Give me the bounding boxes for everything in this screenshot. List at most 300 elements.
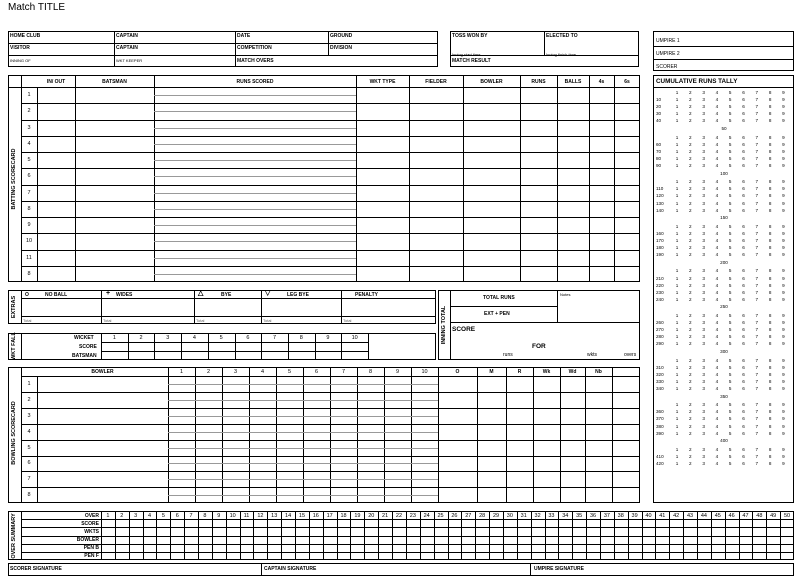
tally-digit: 6 bbox=[742, 282, 745, 288]
over-summary-over-number: 18 bbox=[340, 512, 347, 519]
tally-digit: 7 bbox=[755, 245, 759, 251]
division-label: DIVISION bbox=[330, 45, 352, 51]
tally-digit: 5 bbox=[728, 230, 732, 236]
tally-digit: 6 bbox=[742, 313, 745, 318]
tally-digit: 9 bbox=[782, 104, 785, 110]
umpire-signature-label: UMPIRE SIGNATURE bbox=[534, 566, 584, 572]
over-summary-over-number: 27 bbox=[465, 512, 472, 519]
tally-digit: 5 bbox=[728, 409, 732, 415]
bye-symbol: △ bbox=[198, 290, 204, 297]
tally-digit: 8 bbox=[768, 289, 772, 295]
tally-digit: 3 bbox=[702, 371, 705, 377]
tally-digit: 4 bbox=[715, 97, 719, 103]
wicket-number: 7 bbox=[273, 335, 277, 341]
tally-digit: 1 bbox=[675, 179, 679, 185]
signature-box bbox=[8, 563, 794, 576]
tally-digit: 1 bbox=[675, 97, 679, 103]
bowling-over-number: 1 bbox=[179, 369, 184, 375]
tally-digit: 4 bbox=[715, 252, 719, 258]
tally-digit: 2 bbox=[689, 268, 692, 274]
tally-digit: 8 bbox=[768, 118, 772, 124]
batting-row-number: 10 bbox=[25, 238, 33, 245]
tally-digit: 8 bbox=[768, 423, 772, 429]
tally-digit: 7 bbox=[755, 207, 759, 213]
bowling-row-number: 5 bbox=[27, 444, 31, 451]
tally-digit: 5 bbox=[728, 378, 732, 384]
tally-digit: 4 bbox=[715, 207, 719, 213]
tally-tens-label: 420 bbox=[656, 461, 664, 466]
over-summary-over-number: 5 bbox=[161, 512, 165, 519]
over-summary-over-number: 11 bbox=[243, 512, 250, 519]
tally-digit: 7 bbox=[755, 90, 759, 95]
over-summary-over-number: 7 bbox=[189, 512, 193, 519]
tally-digit: 9 bbox=[782, 386, 785, 391]
tally-digit: 2 bbox=[689, 282, 692, 288]
bowling-row-number: 4 bbox=[27, 428, 31, 435]
tally-digit: 1 bbox=[675, 371, 679, 377]
tally-digit: 8 bbox=[768, 148, 772, 154]
tally-digit: 9 bbox=[782, 97, 785, 103]
tally-digit: 2 bbox=[689, 118, 692, 124]
tally-digit: 8 bbox=[768, 320, 772, 326]
over-summary-over-number: 16 bbox=[312, 512, 319, 519]
tally-digit: 1 bbox=[675, 282, 679, 288]
tally-digit: 4 bbox=[715, 118, 719, 124]
tally-digit: 7 bbox=[755, 223, 759, 229]
tally-digit: 7 bbox=[755, 430, 759, 436]
over-summary-over-number: 45 bbox=[714, 512, 721, 519]
tally-digit: 8 bbox=[768, 364, 772, 370]
tally-digit: 6 bbox=[742, 223, 745, 229]
over-summary-over-number: 28 bbox=[479, 512, 486, 519]
tally-digit: 4 bbox=[715, 230, 719, 236]
tally-digit: 6 bbox=[742, 179, 745, 185]
tally-digit: 5 bbox=[728, 223, 732, 229]
tally-digit: 5 bbox=[728, 97, 732, 103]
tally-digit: 5 bbox=[728, 245, 732, 251]
bowling-scorecard bbox=[8, 367, 640, 503]
tally-digit: 9 bbox=[782, 341, 785, 347]
over-summary-over-number: 30 bbox=[506, 512, 513, 519]
wicket-number: 9 bbox=[326, 335, 330, 341]
tally-digit: 3 bbox=[702, 327, 705, 333]
tally-tens-label: 90 bbox=[656, 163, 662, 168]
tally-digit: 2 bbox=[689, 275, 692, 281]
tally-digit: 6 bbox=[742, 402, 745, 408]
tally-milestone: 250 bbox=[720, 304, 728, 310]
tally-digit: 4 bbox=[715, 327, 719, 333]
tally-digit: 9 bbox=[782, 430, 785, 436]
tally-tens-label: 260 bbox=[656, 320, 664, 326]
over-summary-row-label: SCORE bbox=[81, 520, 99, 527]
tally-digit: 6 bbox=[742, 357, 745, 363]
col-bowler: BOWLER bbox=[480, 79, 503, 85]
tally-tens-label: 210 bbox=[656, 275, 664, 281]
tally-digit: 3 bbox=[702, 179, 705, 185]
tally-digit: 5 bbox=[728, 320, 732, 326]
batting-section-label: BATTING SCORECARD bbox=[11, 148, 17, 210]
tally-digit: 2 bbox=[689, 200, 692, 206]
notes-label: Notes bbox=[560, 292, 571, 297]
tally-digit: 7 bbox=[755, 163, 759, 168]
col-runs: RUNS bbox=[531, 79, 546, 85]
tally-digit: 8 bbox=[768, 386, 772, 391]
tally-digit: 5 bbox=[728, 275, 732, 281]
tally-digit: 5 bbox=[728, 423, 732, 429]
bowling-stat-header: O bbox=[455, 369, 460, 375]
tally-digit: 4 bbox=[715, 402, 719, 408]
tally-digit: 9 bbox=[782, 207, 785, 213]
tally-digit: 7 bbox=[755, 134, 759, 140]
tally-digit: 6 bbox=[742, 430, 745, 436]
tally-digit: 5 bbox=[728, 207, 732, 213]
bowling-row-number: 3 bbox=[27, 412, 31, 419]
tally-digit: 9 bbox=[782, 223, 785, 229]
tally-digit: 8 bbox=[768, 207, 772, 213]
tally-digit: 8 bbox=[768, 275, 772, 281]
tally-digit: 2 bbox=[689, 230, 692, 236]
tally-digit: 1 bbox=[675, 313, 679, 318]
col-balls: BALLS bbox=[564, 79, 582, 85]
tally-digit: 5 bbox=[728, 453, 732, 459]
tally-digit: 2 bbox=[689, 341, 692, 347]
tally-digit: 6 bbox=[742, 320, 745, 326]
tally-digit: 7 bbox=[755, 155, 759, 161]
tally-digit: 9 bbox=[782, 409, 785, 415]
tally-digit: 2 bbox=[689, 386, 692, 391]
tally-digit: 2 bbox=[689, 364, 692, 370]
tally-digit: 1 bbox=[675, 461, 679, 466]
tally-digit: 5 bbox=[728, 268, 732, 274]
over-summary-row-label: OVER bbox=[84, 512, 99, 519]
bowling-row-number: 7 bbox=[27, 476, 31, 483]
over-summary-over-number: 43 bbox=[686, 512, 694, 519]
tally-digit: 7 bbox=[755, 453, 759, 459]
over-summary-over-number: 47 bbox=[742, 512, 749, 519]
tally-tens-label: 40 bbox=[656, 118, 662, 124]
tally-digit: 1 bbox=[675, 193, 679, 199]
tally-digit: 6 bbox=[742, 423, 745, 429]
over-summary-over-number: 38 bbox=[617, 512, 624, 519]
over-summary-over-number: 12 bbox=[257, 512, 264, 519]
tally-digit: 9 bbox=[782, 364, 785, 370]
over-summary-over-number: 34 bbox=[562, 512, 569, 519]
tally-digit: 6 bbox=[742, 461, 745, 466]
over-summary-over-number: 22 bbox=[395, 512, 403, 519]
tally-digit: 9 bbox=[782, 252, 785, 258]
tally-digit: 9 bbox=[782, 230, 785, 236]
tally-tens-label: 80 bbox=[656, 155, 662, 161]
wicket-row-label: WICKET bbox=[74, 335, 94, 341]
over-summary-over-number: 49 bbox=[770, 512, 777, 519]
tally-digit: 6 bbox=[742, 207, 745, 213]
over-summary-over-number: 21 bbox=[382, 512, 389, 519]
tally-digit: 4 bbox=[715, 461, 719, 466]
tally-digit: 4 bbox=[715, 296, 719, 302]
tally-digit: 6 bbox=[742, 409, 745, 415]
batting-row-number: 1 bbox=[27, 92, 31, 99]
tally-digit: 7 bbox=[755, 268, 759, 274]
tally-tens-label: 340 bbox=[656, 386, 664, 391]
tally-digit: 4 bbox=[715, 289, 719, 295]
tally-digit: 4 bbox=[715, 90, 719, 95]
tally-digit: 2 bbox=[689, 193, 692, 199]
tally-digit: 4 bbox=[715, 416, 719, 422]
tally-digit: 4 bbox=[715, 155, 719, 161]
tally-digit: 8 bbox=[768, 446, 772, 452]
tally-digit: 8 bbox=[768, 104, 772, 110]
tally-digit: 3 bbox=[702, 446, 705, 452]
tally-digit: 1 bbox=[675, 118, 679, 124]
bowling-row-number: 1 bbox=[27, 380, 31, 387]
no-ball-symbol: O bbox=[25, 292, 29, 298]
over-summary-over-number: 2 bbox=[120, 512, 124, 519]
tally-digit: 7 bbox=[755, 141, 759, 147]
tally-digit: 7 bbox=[755, 252, 759, 258]
over-summary-over-number: 15 bbox=[298, 512, 306, 519]
tally-digit: 4 bbox=[715, 446, 719, 452]
tally-digit: 8 bbox=[768, 268, 772, 274]
tally-digit: 6 bbox=[742, 111, 745, 117]
tally-digit: 3 bbox=[702, 163, 705, 168]
tally-digit: 2 bbox=[689, 327, 692, 333]
tally-digit: 9 bbox=[782, 461, 785, 466]
tally-digit: 5 bbox=[728, 141, 732, 147]
tally-digit: 1 bbox=[675, 155, 679, 161]
wkt-fall-section-label: WKT FALL bbox=[11, 332, 17, 360]
tally-digit: 7 bbox=[755, 364, 759, 370]
bowling-stat-header: R bbox=[517, 369, 522, 375]
total-runs-label: TOTAL RUNS bbox=[483, 295, 515, 301]
tally-digit: 5 bbox=[728, 179, 732, 185]
over-summary-over-number: 6 bbox=[175, 512, 179, 519]
tally-digit: 8 bbox=[768, 378, 772, 384]
wides-symbol: + bbox=[106, 290, 111, 297]
tally-milestone: 400 bbox=[720, 438, 728, 444]
tally-digit: 6 bbox=[742, 446, 745, 452]
tally-digit: 5 bbox=[728, 334, 732, 340]
tally-digit: 1 bbox=[675, 111, 679, 117]
tally-tens-label: 330 bbox=[656, 378, 664, 384]
batting-scorecard bbox=[8, 75, 640, 282]
bowling-row-number: 8 bbox=[27, 492, 31, 499]
tally-digit: 4 bbox=[715, 134, 719, 140]
over-summary-over-number: 36 bbox=[589, 512, 597, 519]
visitor-label: VISITOR bbox=[10, 45, 30, 51]
tally-digit: 1 bbox=[675, 357, 679, 363]
tally-digit: 8 bbox=[768, 334, 772, 340]
tally-digit: 6 bbox=[742, 371, 745, 377]
tally-digit: 1 bbox=[675, 104, 679, 110]
tally-digit: 1 bbox=[675, 90, 679, 95]
tally-digit: 7 bbox=[755, 446, 759, 452]
tally-digit: 1 bbox=[675, 207, 679, 213]
tally-digit: 1 bbox=[675, 238, 679, 243]
tally-digit: 1 bbox=[675, 230, 679, 236]
tally-digit: 7 bbox=[755, 341, 759, 347]
over-summary-row-label: BOWLER bbox=[76, 537, 99, 543]
match-overs-label: MATCH OVERS bbox=[237, 58, 274, 64]
tally-digit: 2 bbox=[689, 141, 692, 147]
tally-digit: 7 bbox=[755, 230, 759, 236]
tally-digit: 3 bbox=[702, 134, 705, 140]
tally-milestone: 200 bbox=[720, 259, 728, 265]
tally-digit: 9 bbox=[782, 402, 785, 408]
tally-digit: 6 bbox=[742, 327, 745, 333]
tally-tens-label: 270 bbox=[656, 327, 664, 333]
tally-digit: 2 bbox=[689, 409, 692, 415]
tally-digit: 9 bbox=[782, 446, 785, 452]
tally-digit: 5 bbox=[728, 446, 732, 452]
batting-row-number: 5 bbox=[27, 157, 31, 164]
tally-digit: 8 bbox=[768, 134, 772, 140]
penalty-label: PENALTY bbox=[355, 292, 378, 298]
tally-digit: 9 bbox=[782, 296, 785, 302]
wicket-number: 10 bbox=[351, 335, 358, 341]
tally-digit: 7 bbox=[755, 402, 759, 408]
tally-digit: 9 bbox=[782, 90, 785, 95]
tally-digit: 7 bbox=[755, 111, 759, 117]
batting-row-number: 8 bbox=[27, 270, 31, 277]
tally-digit: 2 bbox=[689, 245, 692, 251]
tally-digit: 7 bbox=[755, 104, 759, 110]
tally-digit: 6 bbox=[742, 186, 745, 192]
umpire1-label: UMPIRE 1 bbox=[656, 38, 680, 44]
tally-digit: 8 bbox=[768, 193, 772, 199]
tally-digit: 8 bbox=[768, 97, 772, 103]
col-batsman: BATSMAN bbox=[102, 79, 127, 85]
tally-digit: 9 bbox=[782, 313, 785, 318]
tally-digit: 6 bbox=[742, 378, 745, 384]
tally-digit: 4 bbox=[715, 163, 719, 168]
tally-digit: 7 bbox=[755, 416, 759, 422]
tally-digit: 6 bbox=[742, 334, 745, 340]
tally-milestone: 100 bbox=[720, 170, 728, 176]
tally-digit: 5 bbox=[728, 134, 732, 140]
tally-digit: 3 bbox=[702, 296, 705, 302]
over-summary-over-number: 20 bbox=[368, 512, 375, 519]
tally-digit: 5 bbox=[728, 90, 732, 95]
tally-digit: 5 bbox=[728, 186, 732, 192]
tally-digit: 5 bbox=[728, 327, 732, 333]
tally-digit: 1 bbox=[675, 409, 679, 415]
bowling-over-number: 6 bbox=[314, 369, 319, 375]
over-summary-row-label: PEN F bbox=[84, 553, 99, 560]
bowling-over-number: 7 bbox=[341, 369, 346, 375]
tally-digit: 3 bbox=[702, 200, 705, 206]
tally-digit: 9 bbox=[782, 320, 785, 326]
over-summary-over-number: 19 bbox=[354, 512, 361, 519]
tally-digit: 4 bbox=[715, 238, 719, 243]
tally-digit: 2 bbox=[689, 111, 692, 117]
tally-digit: 2 bbox=[689, 155, 692, 161]
over-summary-over-number: 32 bbox=[534, 512, 541, 519]
tally-digit: 9 bbox=[782, 134, 785, 140]
tally-digit: 8 bbox=[768, 223, 772, 229]
tally-milestone: 300 bbox=[720, 349, 728, 354]
inning-of-label: INNING OF bbox=[10, 58, 31, 63]
leg-bye-symbol: ▽ bbox=[265, 290, 271, 297]
tally-digit: 8 bbox=[768, 245, 772, 251]
tally-tens-label: 170 bbox=[656, 238, 664, 243]
tally-digit: 6 bbox=[742, 268, 745, 274]
over-summary-over-number: 39 bbox=[631, 512, 638, 519]
tally-digit: 7 bbox=[755, 386, 759, 391]
over-summary-over-number: 44 bbox=[700, 512, 707, 519]
tally-digit: 7 bbox=[755, 409, 759, 415]
tally-digit: 3 bbox=[702, 461, 705, 466]
tally-digit: 6 bbox=[742, 289, 745, 295]
home-club-label: HOME CLUB bbox=[10, 33, 41, 39]
tally-digit: 9 bbox=[782, 275, 785, 281]
over-summary-row-label: PEN B bbox=[83, 545, 99, 552]
tally-digit: 8 bbox=[768, 402, 772, 408]
tally-digit: 2 bbox=[689, 423, 692, 429]
tally-digit: 2 bbox=[689, 134, 692, 140]
total-pen-label: Total bbox=[343, 318, 352, 323]
bowling-section-label: BOWLING SCORECARD bbox=[11, 401, 17, 465]
col-6s: 6s bbox=[624, 79, 630, 85]
tally-digit: 6 bbox=[742, 104, 745, 110]
tally-digit: 5 bbox=[728, 386, 732, 391]
tally-tens-label: 230 bbox=[656, 289, 664, 295]
umpire2-label: UMPIRE 2 bbox=[656, 51, 680, 57]
tally-digit: 8 bbox=[768, 461, 772, 466]
tally-digit: 3 bbox=[702, 364, 705, 370]
tally-digit: 5 bbox=[728, 341, 732, 347]
tally-digit: 8 bbox=[768, 416, 772, 422]
tally-tens-label: 140 bbox=[656, 207, 664, 213]
over-summary-over-number: 48 bbox=[756, 512, 763, 519]
tally-digit: 1 bbox=[675, 134, 679, 140]
tally-digit: 5 bbox=[728, 289, 732, 295]
tally-digit: 2 bbox=[689, 430, 692, 436]
tally-digit: 2 bbox=[689, 252, 692, 258]
tally-digit: 4 bbox=[715, 430, 719, 436]
tally-digit: 3 bbox=[702, 141, 705, 147]
over-summary-over-number: 23 bbox=[409, 512, 416, 519]
tally-digit: 5 bbox=[728, 357, 732, 363]
tally-digit: 7 bbox=[755, 378, 759, 384]
over-summary-over-number: 13 bbox=[271, 512, 278, 519]
tally-digit: 5 bbox=[728, 371, 732, 377]
tally-digit: 3 bbox=[702, 230, 705, 236]
tally-digit: 3 bbox=[702, 282, 705, 288]
tally-digit: 6 bbox=[742, 364, 745, 370]
tally-digit: 4 bbox=[715, 357, 719, 363]
tally-digit: 8 bbox=[768, 111, 772, 117]
tally-digit: 1 bbox=[675, 223, 679, 229]
tally-digit: 9 bbox=[782, 289, 785, 295]
tally-tens-label: 280 bbox=[656, 334, 664, 340]
col-runs-scored: RUNS SCORED bbox=[236, 79, 274, 85]
over-summary-over-number: 40 bbox=[645, 512, 652, 519]
bowling-row-number: 6 bbox=[27, 460, 31, 467]
tally-digit: 3 bbox=[702, 90, 705, 95]
over-summary-over-number: 42 bbox=[673, 512, 680, 519]
tally-digit: 8 bbox=[768, 371, 772, 377]
tally-digit: 6 bbox=[742, 193, 745, 199]
tally-title: CUMULATIVE RUNS TALLY bbox=[656, 78, 738, 85]
tally-digit: 3 bbox=[702, 148, 705, 154]
wides-label: WIDES bbox=[116, 292, 133, 298]
over-summary-over-number: 35 bbox=[576, 512, 583, 519]
tally-tens-label: 370 bbox=[656, 416, 664, 422]
tally-digit: 3 bbox=[702, 341, 705, 347]
ext-pen-label: EXT + PEN bbox=[484, 311, 510, 317]
tally-digit: 3 bbox=[702, 155, 705, 161]
total-bye-label: Total bbox=[196, 318, 205, 323]
